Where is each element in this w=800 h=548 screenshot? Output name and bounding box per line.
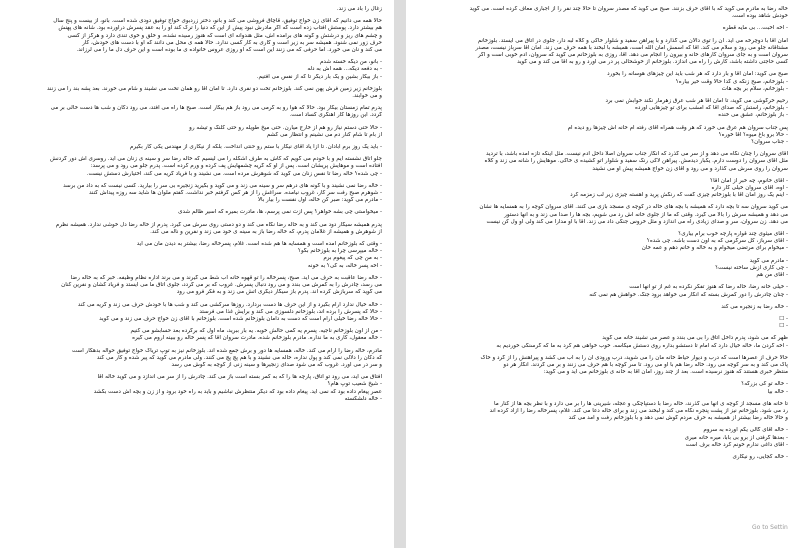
text-line: - من از اون بلوزخانم ناجیه. پسرم یه کمی حالش خوبه. یه بار ببرید، ماه اول که برگرده بعد حسابشو می کنیم	[130, 328, 382, 335]
text-line: پدرم تمام زمستان بیکار بود. حالا که هوا رو به گرمی می رود باز هم بیکار است. صبح ها راه می افتد، می رود دکان و شب ها دست خالی بر می	[50, 105, 382, 112]
text-line: می کند و نان می خورد. اما حرفی که می زنند این است که او روزی عروس خانواده ی ما بوده است و این حرف دل ما را می لرزاند.	[76, 47, 382, 54]
text-line: - آخه گردن ما، خاله خیال دارد که امام تا دستشو بداره روی دستش میکاسه. خوب خواهی هم کرد به ما که گرسنگی خوردیم به	[496, 342, 788, 349]
text-line: پاک می کند و به سر کوچه می رود. خاله رضا هم با او می رود. تا سر کوچه با هم حرف می زنند و بر می گردند. انگار هر دو	[503, 361, 788, 368]
text-line: - ☐	[779, 315, 788, 322]
text-line: - باز بیکار بشین و یک بار دیگر تا که از نفس می افتیم.	[256, 73, 382, 80]
text-line: از شوهرش و همیشه از غلامان پدرم، که خاله رضا باز به سینه ی خود می زند و نفرین و ناله می کند.	[150, 228, 382, 235]
text-line: منتظر خبری هستند که هنوز نرسیده است. بعد از چند روز، امان آقا به خانه ی بلوزخانم می آید و می گوید:	[543, 369, 788, 376]
text-line: پس جناب سروان هم عرق می خورد که هر وقت همراه آقای رفته ام خانه اش چیزها رو دیده ام	[567, 124, 788, 131]
text-line: - آقای میثوی چند قواره پارچه خوب برام بیاری؟	[678, 231, 788, 238]
text-line: - بعدها گرفتی از برو بی بابا، میره خانه میری	[684, 434, 788, 441]
text-line: - خاله معقول، کاری به ما نداره. مادرم بلوزخانم شده. مادرت سروان آقا که پسر خاله رو ببینه آروم می گیره	[132, 335, 382, 342]
text-line: - حالا خاله رضا خیلی آرام است که دست به دامان بلوزخانم شده است. بلوزخانم با آقای زن خواج حرف می زند و می گوید	[99, 315, 382, 322]
text-line: - باز بلوزخانم، عشق می خنده	[718, 112, 788, 119]
text-line: - میخوام برای مرتضی میخوام و به خاله و خانم دهم و عمه خان	[641, 245, 788, 252]
text-line: مشتاقانه جلو می رود و سلام می کند. آقا که اسمش امان الله است، همیشه با لبخند با همه حرف می زند. امان آقا سرباز نیست، مصدر	[475, 44, 788, 51]
text-line: - آقای من هم	[756, 272, 788, 279]
text-line: - به من چی که پیغوم برم	[323, 255, 382, 262]
text-line: مثل آقای سروان را دوست دارم. یکبار دیدمش. پیراهن لاکی رنگ سفید و شلوار اتو کشیده ی خاکی. موهایش را شانه می زند و کلاه	[484, 158, 788, 165]
text-line: کسی حاجتی داشته باشد، کارش را راه می اندازد. بلوزخانم از خوشحالی پر در می آورد و رو به آقا می کند و می گوید	[517, 59, 788, 66]
text-line: - بلوزخانم، صبح زنکه ی گدا حالا وقت خیر بیاره؟	[675, 78, 788, 85]
text-line: سروان است و به جای سروان کارهای خانه و بیرون را انجام می دهد. آقا، روزی به بلوزخانم می گوید که سروان، آدم خوبی است و اگر	[478, 52, 788, 59]
text-line: - آقای سرباز، کل سرگرمی که به اون دست باشه. چی شده؟	[646, 238, 788, 245]
left-page	[0, 0, 394, 548]
text-line: می دهد. زن سروان، سر و صدای زیادی راه می اندازد و مثل خروس جنگی داد می زند. آقا با او مدارا می کند ولی او ول کن نیست	[486, 218, 788, 225]
text-line: افتاده است و موهایش پریشان است. پس از او که گریه چشمهایش پف کرده و ورم کرده است. پدرم جلو می رود و می پرسد:	[90, 163, 382, 170]
text-line: - خاله رضا عاقبت به حرف می آید. صبح، پسرخاله را تو قهوه خانه اب شط می گیرند و می برند اداره نظام وظیفه. خبر که به خاله رضا	[70, 274, 382, 281]
activation-watermark: Go to Settin	[752, 524, 788, 531]
text-line: حرف زور نمی شنود. همیشه سر به زیر است و کاری به کار کسی ندارد. حالا همه ی محل می دانند که او با دست های خودش، کار	[82, 39, 382, 46]
text-line: - خاله تو کی بزرگه؟	[741, 381, 788, 388]
text-line: - حالا که پسرش را برده اند، بلوزخانم دلسوزی می کند و برایش غذا می فرستد	[199, 308, 382, 315]
text-line: - باید یک روز برم آبادان. تا ازا یاد آقای نیکار با ستم رو حنتی انداخت. بلکه از نیکاری از مهندس یکی کار بگیرم	[129, 144, 382, 151]
text-line: - حالا حتی دستم نیاز رو هم از خارج میارن. حتی میخ طویله رو حتی کلنگ و تیشه رو	[189, 124, 382, 131]
text-line: - شوهرم صبح رفت سر کار، غروب نیامده. سراغش را از هر کس گرفتم خبر نداشت. گفتم ملوان ها شاید سه روزه پیداش کنند	[88, 190, 382, 197]
text-line: - مادرم می گوید	[749, 257, 788, 264]
text-line: که دکان را دلالی نمی کند و پول نداره، خاله می نشیند و با هم پچ پچ می کنند. ولی مادرم می گوید که پیر شده و کار می کند	[96, 354, 382, 361]
page-gutter	[394, 0, 406, 548]
text-line: گردد. این روزها کار آهنگری کساد است.	[289, 112, 382, 119]
text-line: پدرم همیشه سیگار دود می کند و به خاله رضا نگاه می کند و دو دستی روی سرش می گیرد. پدرم از خاله رضا دل خوشی ندارد. همیشه نظرم	[55, 221, 382, 228]
text-line: - حالا برو باغ میوه؟ آقا خوره؟	[718, 131, 788, 138]
text-line: - وقتی که بلوزخانم آمده است و همسایه ها هم شده است. غلام، پسرخاله رضا، بیشتر به دیدن مان می آید	[136, 241, 382, 248]
text-line: - خاله رضا به زنجیره می کند	[721, 303, 788, 310]
text-line: - خاله خیال ندارد آرام بگیرد و از این حرف ها دست بردارد. روزها سرکشی می کند و شب ها با خودش حرف می زند و گریه می کند	[77, 301, 382, 308]
text-line: حالا همه می دانیم که آقای زن خواج توفیق، قاچاق فروشی می کند و بانو، دختر زردبوی خواج توفیق دودی شده است. بانو، از بیست و پنج سال	[53, 18, 382, 25]
text-line: آفتاق می آید، می رود تو اتاق، پارچه ها را که به کمر بسته است باز می کند. چادرش را از سر می اندازد و می گوید خاله آقا	[97, 374, 382, 381]
text-line: - آقای خانوم، چه خبر از امان آقا؟	[710, 177, 788, 184]
text-line: - اوه، آقای سروان خیلی کار داره	[711, 185, 788, 192]
text-line: - اینم یک روز امان آقا با بلوزخانم چیزی گفت که رنگش پرید و آهسته چیزی زیر لب زمزمه کرد	[570, 192, 788, 199]
text-line: - خیلی خانه رضا، خاله رضا که هنوز تفکر نکرده به غم از تو آنها است	[629, 284, 788, 291]
text-line: - بلوزخانم، سلام بر بچه هات	[721, 85, 788, 92]
text-line: - خاله رضا نمی نشیند و با گونه های درهم سر و سینه می زند و می گوید و بگیرید زنجیره بی سر را بیارید. کسی نیست که به داد من برسد	[63, 182, 382, 189]
text-line: - چنان چادرش را دور کمرش بسته که انگار می خواهد برود جنگ. خواهش هم نمی کنه	[589, 291, 788, 298]
text-line: می گوید سروان سه تا بچه دارد که همیشه با بچه های خاله در کوچه ی مسجد بازی می کنند. آقای سروان کوچه را به همسایه ها نشان	[479, 204, 788, 211]
text-line: - میخواستی چی بشه خواهر؟ پس ازت نمی پرسم، ها، مادرت بمیره که اسیر ظالم شدی	[178, 209, 382, 216]
text-line: - چی شده؟ خاله رضا تا نفس زنان می گوید که شوهرش مرده است. می نشیند و با فریاد گریه می کند، اختیارش دستش نیست.	[86, 170, 382, 177]
text-line: - خاله آقای گالی یکم آورده به سروم	[703, 427, 788, 434]
text-line: رد می شود. بلوزخانم نیز از پشت پنجره نگاه می کند و لبخند می زند و برای خاله دعا می کند. غلام، پسرخاله رضا را آزاد کرده اند	[489, 407, 788, 414]
text-line: عصر پیغام داده بود که نمی آید. پیغام داده بود که دیگر منتظرش نباشیم و باید به راه خود برود و از زن و بچه اش دست بکشد	[93, 388, 382, 395]
text-line: - شیخ شعیب توپ هام؟	[327, 381, 382, 388]
text-line: رحیم خرگوشی می گوید، تا امان آقا هر شب عرق زهرمار نکند خوابش نمی برد	[605, 98, 788, 105]
right-page	[406, 0, 800, 548]
text-line: می گوید که سربازش کرده اند. پدرم باز سیگار دیگری آتش می زند و به فکر فرو می رود	[176, 289, 382, 296]
text-line: بلوزخانم زیر زمین فرش پهن نمی کند. بلوزخانم تخت دو نفری دارد. تا امان آقا رو همان تخت می نشیند و شام می خورند. بعد پشه بند را می زنند	[46, 85, 382, 92]
paragraph-gap	[418, 461, 788, 466]
text-line: - خاله میپرسی چرا به بلوزخانم بگو؟	[298, 248, 382, 255]
text-line: - خاله بیا	[767, 388, 788, 395]
text-line: امان آقا با دوچرخه می آید. آن را توی دالان می گذارد و با پیراهن سفید و شلوار خاکی و کلاه لبه دار، جلوی در اتاق می ایستد. بلوزخانم	[477, 37, 788, 44]
text-line: - به دفعه دیگه... همه اش به دله	[307, 66, 382, 73]
text-line: - خاله کجایی، رو نیکاری	[732, 453, 788, 460]
text-line: و سر در می آورد. غروب که می شود صدای زنجیرها و سینه زنی از کوچه به گوش می رسد	[171, 361, 382, 368]
paragraph-gap	[12, 403, 382, 408]
text-line: آقای سروان را چنان نگاه می دهد و از سر می گذرد که انگار جناب سروان اصلا داخل آدم نیست. مثل اینکه تازه آمده باشد، با تردید	[486, 151, 788, 158]
text-line: صبح می گوید: امان آقا و بار دارد که هر شب باید این چیزهای هوسانه را بخورد	[607, 71, 788, 78]
text-line: حالا حرف از عصرها است که درب و دیوار حیاط خانه مان را می شوید، درب ورودی آن را به آب می کشد و پیراهنش را از گرد و خاک	[480, 354, 788, 361]
text-line: جلو اتاق نشسته ایم و با خودم می گویم که کاش به طرف اشکله را می لیسیم که خاله رضا سر و سینه ی زنان می آید. روسری اش دور گردنش	[49, 156, 382, 163]
text-line: و چشم های ریز و درشتش و گونه های برآمده اش، مثل هندوانه ای است که هنوز رسیده نشده، و خلق و خوی تندی دارد و هرگز از کسی	[67, 32, 382, 39]
text-line: - آخه پسر خاله، به کی؟ به خونه	[307, 262, 382, 269]
text-line: سروان را روی سرش می گذارد و می رود و آقای زن خواج همیشه پیش او می نشیند	[592, 165, 788, 172]
text-line: - چی کاری ازش ساخته نیست؟	[715, 264, 788, 271]
text-line: هم بیشتر دارد. پوستش آفتاب زده است که اگر مادرش نبود پیش از این که دنیا را ترک کند او را به عقد پسرش درآورده بود. شانه های پهنش	[58, 25, 382, 32]
text-line: - آقای داغی ندارم خونم کرد خاله برف است	[685, 441, 788, 448]
text-line: تا خانه های مسجد از کوچه ی آنها می گذرند، خاله رضا با دستپاچگی و عجله، شیرینی ها را بر می دارد و با نظر بچه ها از کنار ما	[493, 400, 788, 407]
text-line: ظهر که می شود، پدرم داخل اتاق را بی می بندد و عصر می نشیند خانه می گوید	[602, 335, 788, 342]
text-line: می رسد، چادرش را به کمرش می بندد و می رود دنبال پسرش. غروب که بر می گردد، جلوی اتاق ما می ایستد و فریاد کشان و نفرین کنان	[61, 282, 382, 289]
text-line: و می خوابند.	[352, 93, 382, 100]
text-line: - آخه اخبت... بی مایه قطره	[722, 25, 788, 32]
text-line: از بام تا شام کنار دم می نشینم و انتظار می کشم	[266, 131, 382, 138]
text-line: - خاله دلشکسته	[344, 395, 382, 402]
text-line: - جناب سروان؟	[751, 139, 788, 146]
text-line: - بلوزخانم، راستش که صدای آقا که امشب برای تو چیزهایی آورده	[634, 105, 788, 112]
text-line: زغال را باد می زند.	[336, 6, 382, 12]
text-line: مادرم، خاله رضا را آرام می کند. خاله، همسایه ها دور و برش جمع شده اند. بلوزخانم نیز به توپ تریاک خواج توفیق حواله بدهکار است	[72, 347, 382, 354]
text-line: - مادرم می گوید: صبر کن خاله، اول نفست را بیار بالا	[257, 197, 382, 204]
text-line: و حالا خاله رضا بیشتر از همیشه به حرف مردم گوش نمی دهد و با بلوزخانم رفت و آمد می کند	[568, 415, 788, 422]
text-line: خودش شاهد بوده است.	[731, 13, 788, 20]
text-line: - بانو، من دیگه خسته شدم	[319, 59, 382, 66]
text-line: می دهد و همیشه سرش را بالا می گیرد. وقتی که ما از جلوی خانه اش رد می شویم، بچه ها را صدا می زند و به آنها دستور	[504, 211, 788, 218]
text-line: خاله رضا به مادرم می گوید که با آقای حرف بزنند. صبح می گوید که مصدر سروان تا حالا چند نفر را از اجباری معاف کرده است. می گوید	[469, 6, 788, 12]
text-line: - ☐	[779, 323, 788, 330]
